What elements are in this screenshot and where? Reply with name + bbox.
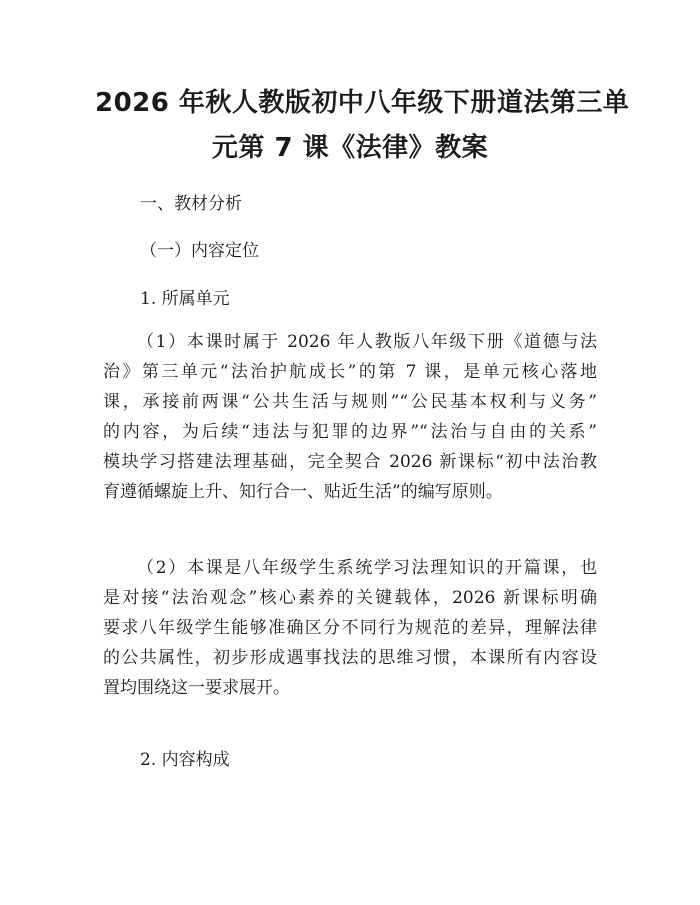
item-heading-1: 1. 所属单元 bbox=[140, 289, 230, 309]
paragraph-line: 要求八年级学生能够准确区分不同行为规范的差异，理解法律 bbox=[103, 618, 597, 638]
section-heading: 一、教材分析 bbox=[140, 194, 242, 214]
paragraph-line: 治》第三单元“法治护航成长”的第 7 课，是单元核心落地 bbox=[103, 362, 597, 382]
paragraph-line: 置均围绕这一要求展开。 bbox=[103, 678, 290, 698]
subsection-heading: （一）内容定位 bbox=[140, 241, 259, 261]
document-title-line-1: 2026 年秋人教版初中八年级下册道法第三单 bbox=[95, 88, 630, 118]
paragraph-2 bbox=[103, 553, 597, 703]
paragraph-line: （2）本课是八年级学生系统学习法理知识的开篇课，也 bbox=[137, 558, 597, 578]
paragraph-line: 的内容，为后续“违法与犯罪的边界”“法治与自由的关系” bbox=[103, 422, 597, 442]
paragraph-line: 育遵循螺旋上升、知行合一、贴近生活”的编写原则。 bbox=[103, 482, 503, 502]
paragraph-1 bbox=[103, 327, 597, 507]
paragraph-line: 模块学习搭建法理基础，完全契合 2026 新课标“初中法治教 bbox=[103, 452, 597, 472]
paragraph-line: （1）本课时属于 2026 年人教版八年级下册《道德与法 bbox=[137, 332, 597, 352]
item-heading-2: 2. 内容构成 bbox=[140, 750, 230, 770]
document-title-line-2: 元第 7 课《法律》教案 bbox=[211, 133, 489, 163]
paragraph-line: 的公共属性，初步形成遇事找法的思维习惯，本课所有内容设 bbox=[103, 648, 597, 668]
paragraph-line: 课，承接前两课“公共生活与规则”“公民基本权利与义务” bbox=[103, 392, 597, 412]
paragraph-line: 是对接“法治观念”核心素养的关键载体，2026 新课标明确 bbox=[103, 588, 597, 608]
